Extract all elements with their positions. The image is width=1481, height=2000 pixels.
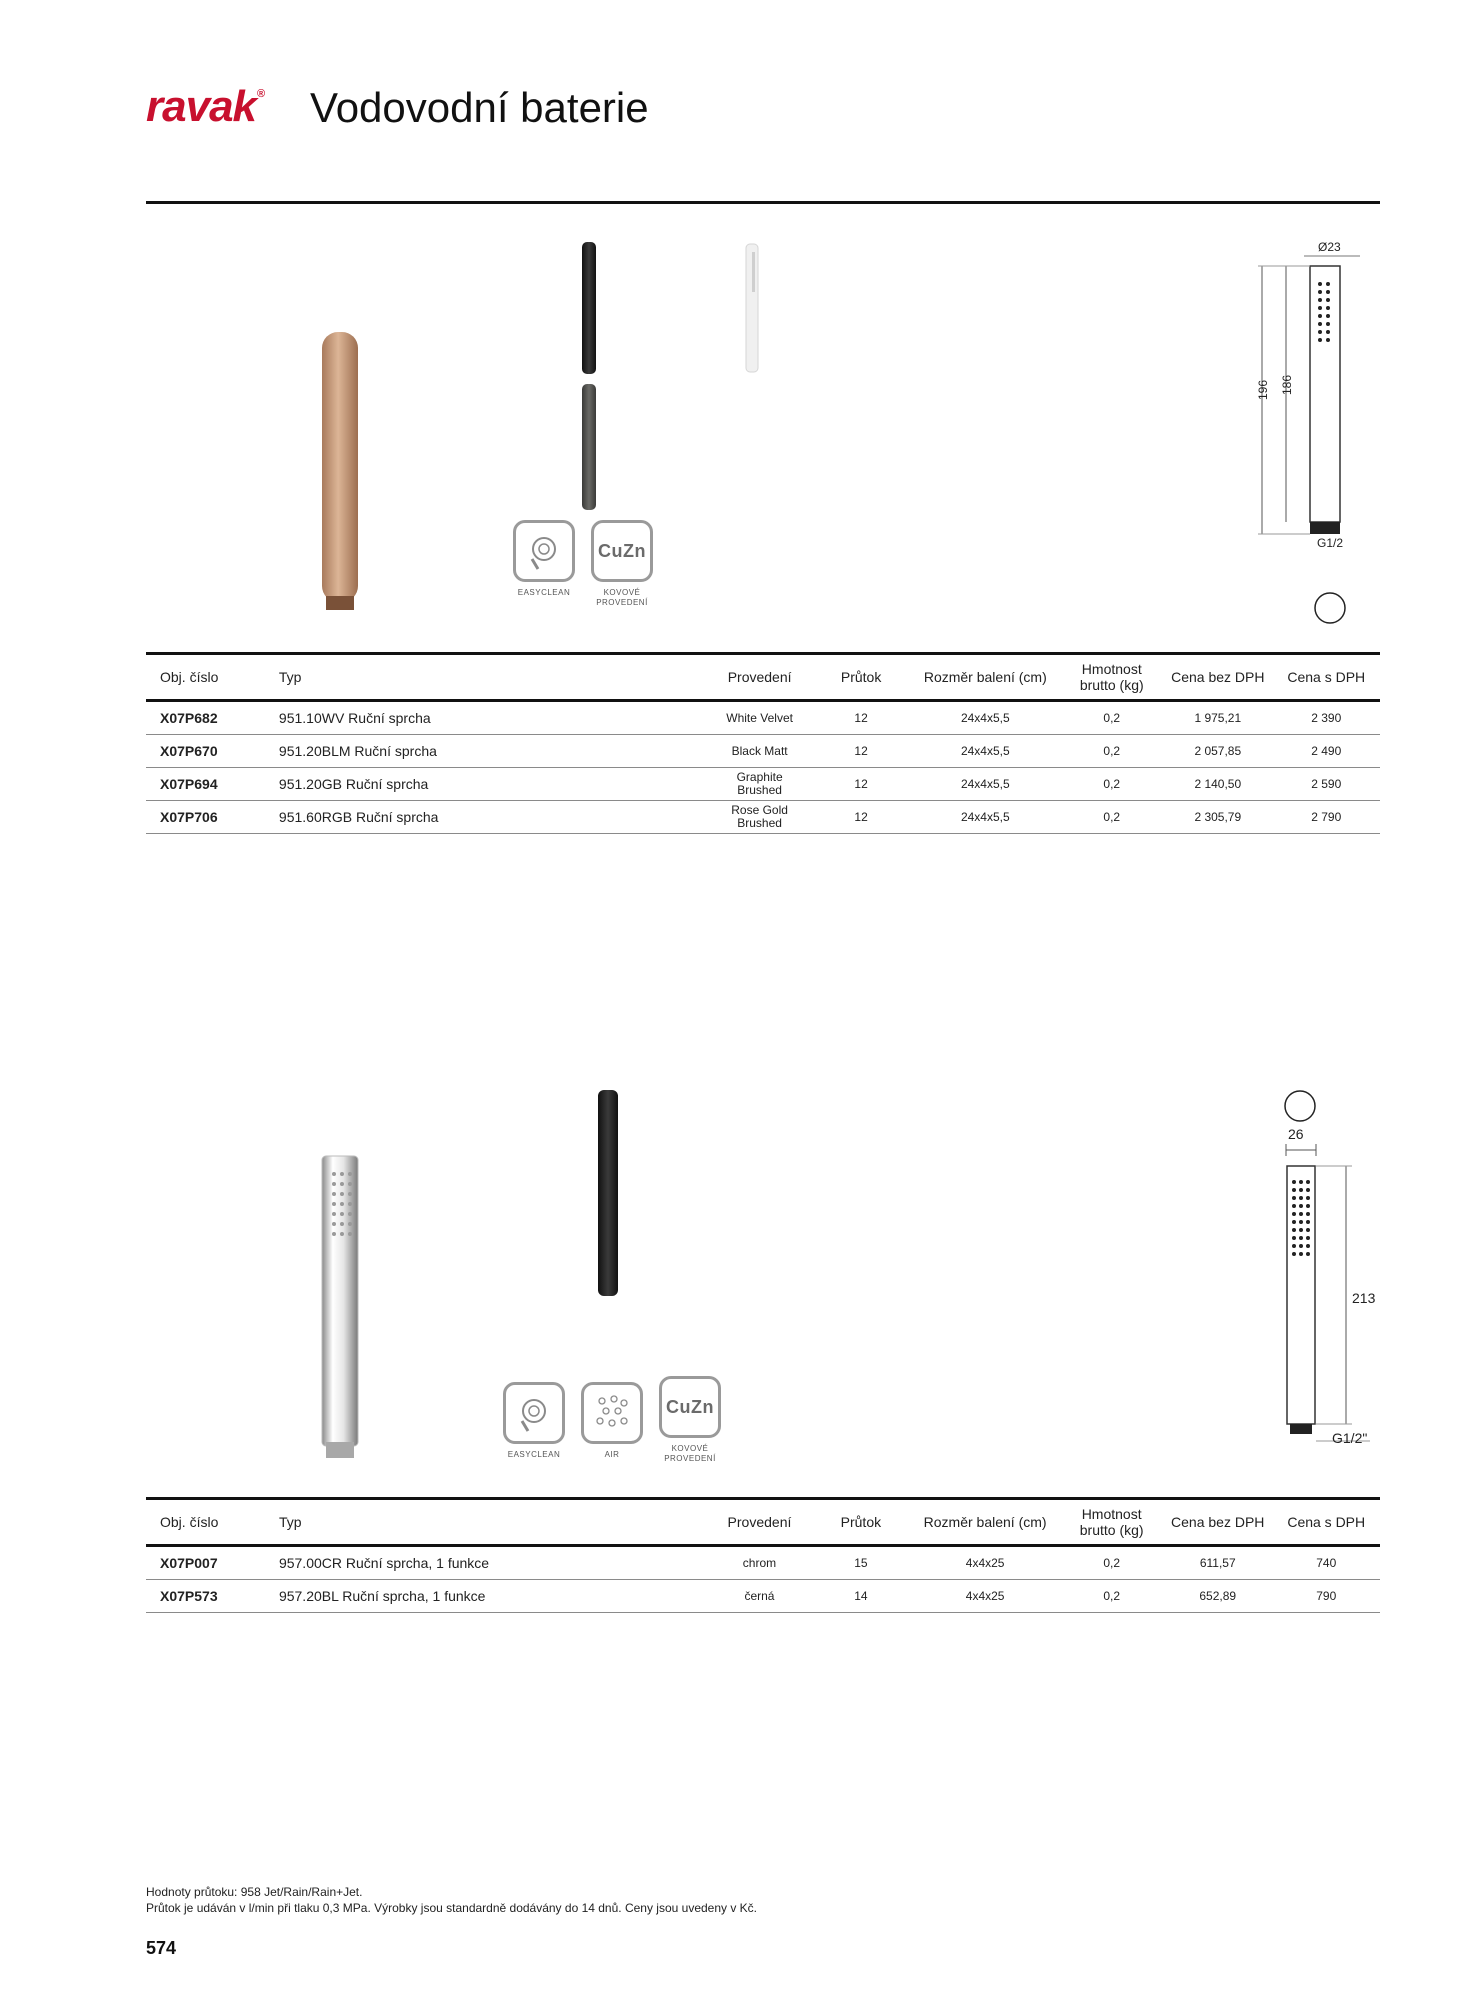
feature-label-line2: PROVEDENÍ (664, 1454, 716, 1463)
easyclean-icon (503, 1382, 565, 1444)
footnote-line2: Průtok je udáván v l/min při tlaku 0,3 MPa. Výrobky jsou standardně dodávány do 14 dnů. Ceny jsou uvedeny v Kč. (146, 1901, 758, 1915)
cell-flow: 12 (812, 735, 910, 768)
feature-cuzn (578, 520, 666, 608)
drawing2-thread: G1/2" (1332, 1430, 1368, 1446)
cell-type: 957.00CR Ruční sprcha, 1 funkce (275, 1546, 707, 1580)
cell-finish: Black Matt (707, 735, 812, 768)
cell-type: 951.10WV Ruční sprcha (275, 701, 707, 735)
table-row (146, 801, 1380, 834)
feature-easyclean (490, 1382, 578, 1460)
feature-label-line2: PROVEDENÍ (596, 598, 648, 607)
col-flow: Průtok (812, 654, 910, 701)
col-type: Typ (275, 654, 707, 701)
brand-logo (146, 82, 264, 132)
col-price-ex-vat: Cena bez DPH (1163, 654, 1272, 701)
brand-wordmark: ravak (146, 82, 257, 131)
drawing1-length-head: 186 (1280, 374, 1294, 395)
footnote (146, 1884, 757, 1916)
cell-code: X07P694 (146, 768, 275, 801)
table-row (146, 1580, 1380, 1613)
trademark-symbol: ® (257, 88, 265, 100)
cell-price-inc-vat: 2 390 (1273, 701, 1380, 735)
cell-finish: White Velvet (707, 701, 812, 735)
page-number: 574 (146, 1938, 177, 1958)
feature-label (646, 1444, 734, 1464)
cell-weight: 0,2 (1060, 1546, 1163, 1580)
col-weight: Hmotnost brutto (kg) (1060, 654, 1163, 701)
cell-price-inc-vat: 2 790 (1273, 801, 1380, 834)
cell-weight: 0,2 (1060, 735, 1163, 768)
drawing2-length: 213 (1352, 1290, 1376, 1306)
feature-air (568, 1382, 656, 1460)
feature-label: EASYCLEAN (517, 588, 571, 597)
cell-type: 957.20BL Ruční sprcha, 1 funkce (275, 1580, 707, 1613)
cell-code: X07P573 (146, 1580, 275, 1613)
table-header-row (146, 654, 1380, 701)
cell-finish: černá (707, 1580, 812, 1613)
cell-finish: Graphite Brushed (707, 768, 812, 801)
feature-label-line1: KOVOVÉ (671, 1444, 709, 1453)
cell-type: 951.20GB Ruční sprcha (275, 768, 707, 801)
cell-package: 4x4x25 (910, 1546, 1060, 1580)
cell-price-ex-vat: 1 975,21 (1163, 701, 1272, 735)
rose-gold-shower-image (322, 332, 358, 610)
cell-price-inc-vat: 740 (1272, 1546, 1380, 1580)
graphite-shower-image (582, 384, 596, 510)
page-title: Vodovodní baterie (310, 84, 649, 131)
cell-code: X07P007 (146, 1546, 275, 1580)
cell-weight: 0,2 (1060, 1580, 1163, 1613)
footnote-line1: Hodnoty průtoku: 958 Jet/Rain/Rain+Jet. (146, 1885, 363, 1899)
cell-price-ex-vat: 652,89 (1163, 1580, 1273, 1613)
cell-price-inc-vat: 2 490 (1273, 735, 1380, 768)
cell-finish: chrom (707, 1546, 812, 1580)
cell-weight: 0,2 (1060, 801, 1163, 834)
cell-package: 24x4x5,5 (910, 735, 1060, 768)
drawing1-thread: G1/2 (1317, 536, 1344, 550)
col-package: Rozměr balení (cm) (910, 654, 1060, 701)
white-velvet-shower-image (746, 244, 758, 372)
col-finish: Provedení (707, 1499, 812, 1546)
cell-flow: 12 (812, 768, 910, 801)
feature-label: AIR (604, 1450, 620, 1459)
air-icon (581, 1382, 643, 1444)
table-row (146, 1546, 1380, 1580)
cell-code: X07P670 (146, 735, 275, 768)
section2-spec-table (146, 1497, 1380, 1613)
section1-technical-drawing (1250, 236, 1380, 626)
cell-type: 951.60RGB Ruční sprcha (275, 801, 707, 834)
black-shower-image (598, 1090, 618, 1296)
cell-flow: 14 (812, 1580, 910, 1613)
table-header-row (146, 1499, 1380, 1546)
cell-flow: 12 (812, 801, 910, 834)
table-row (146, 768, 1380, 801)
cell-price-inc-vat: 2 590 (1273, 768, 1380, 801)
chrome-shower-image (322, 1156, 358, 1458)
feature-cuzn (646, 1376, 734, 1464)
cell-code: X07P682 (146, 701, 275, 735)
col-type: Typ (275, 1499, 707, 1546)
cell-code: X07P706 (146, 801, 275, 834)
cuzn-text: CuZn (666, 1396, 714, 1417)
header-rule (146, 201, 1380, 204)
feature-label: EASYCLEAN (507, 1450, 561, 1459)
cell-flow: 15 (812, 1546, 910, 1580)
cell-type: 951.20BLM Ruční sprcha (275, 735, 707, 768)
cell-flow: 12 (812, 701, 910, 735)
easyclean-icon (513, 520, 575, 582)
col-price-inc-vat: Cena s DPH (1272, 1499, 1380, 1546)
drawing1-diameter: Ø23 (1318, 240, 1341, 254)
cell-weight: 0,2 (1060, 768, 1163, 801)
col-flow: Průtok (812, 1499, 910, 1546)
cell-package: 24x4x5,5 (910, 768, 1060, 801)
table-row (146, 735, 1380, 768)
cell-price-inc-vat: 790 (1272, 1580, 1380, 1613)
col-code: Obj. číslo (146, 1499, 275, 1546)
cell-package: 24x4x5,5 (910, 701, 1060, 735)
col-price-ex-vat: Cena bez DPH (1163, 1499, 1273, 1546)
feature-label (578, 588, 666, 608)
feature-label-line1: KOVOVÉ (603, 588, 641, 597)
section1-spec-table (146, 652, 1380, 834)
cell-price-ex-vat: 2 057,85 (1163, 735, 1272, 768)
table-row (146, 701, 1380, 735)
col-package: Rozměr balení (cm) (910, 1499, 1060, 1546)
cuzn-text: CuZn (598, 540, 646, 561)
col-code: Obj. číslo (146, 654, 275, 701)
cell-package: 4x4x25 (910, 1580, 1060, 1613)
cuzn-icon (659, 1376, 721, 1438)
drawing2-diameter: 26 (1288, 1126, 1304, 1142)
col-price-inc-vat: Cena s DPH (1273, 654, 1380, 701)
cuzn-icon (591, 520, 653, 582)
cell-finish: Rose Gold Brushed (707, 801, 812, 834)
drawing1-length-total: 196 (1256, 379, 1270, 400)
col-weight: Hmotnost brutto (kg) (1060, 1499, 1163, 1546)
feature-easyclean (500, 520, 588, 598)
cell-price-ex-vat: 2 305,79 (1163, 801, 1272, 834)
section2-technical-drawing (1270, 1086, 1380, 1466)
cell-package: 24x4x5,5 (910, 801, 1060, 834)
black-matt-shower-image (582, 242, 596, 374)
cell-price-ex-vat: 611,57 (1163, 1546, 1273, 1580)
cell-price-ex-vat: 2 140,50 (1163, 768, 1272, 801)
col-finish: Provedení (707, 654, 812, 701)
cell-weight: 0,2 (1060, 701, 1163, 735)
